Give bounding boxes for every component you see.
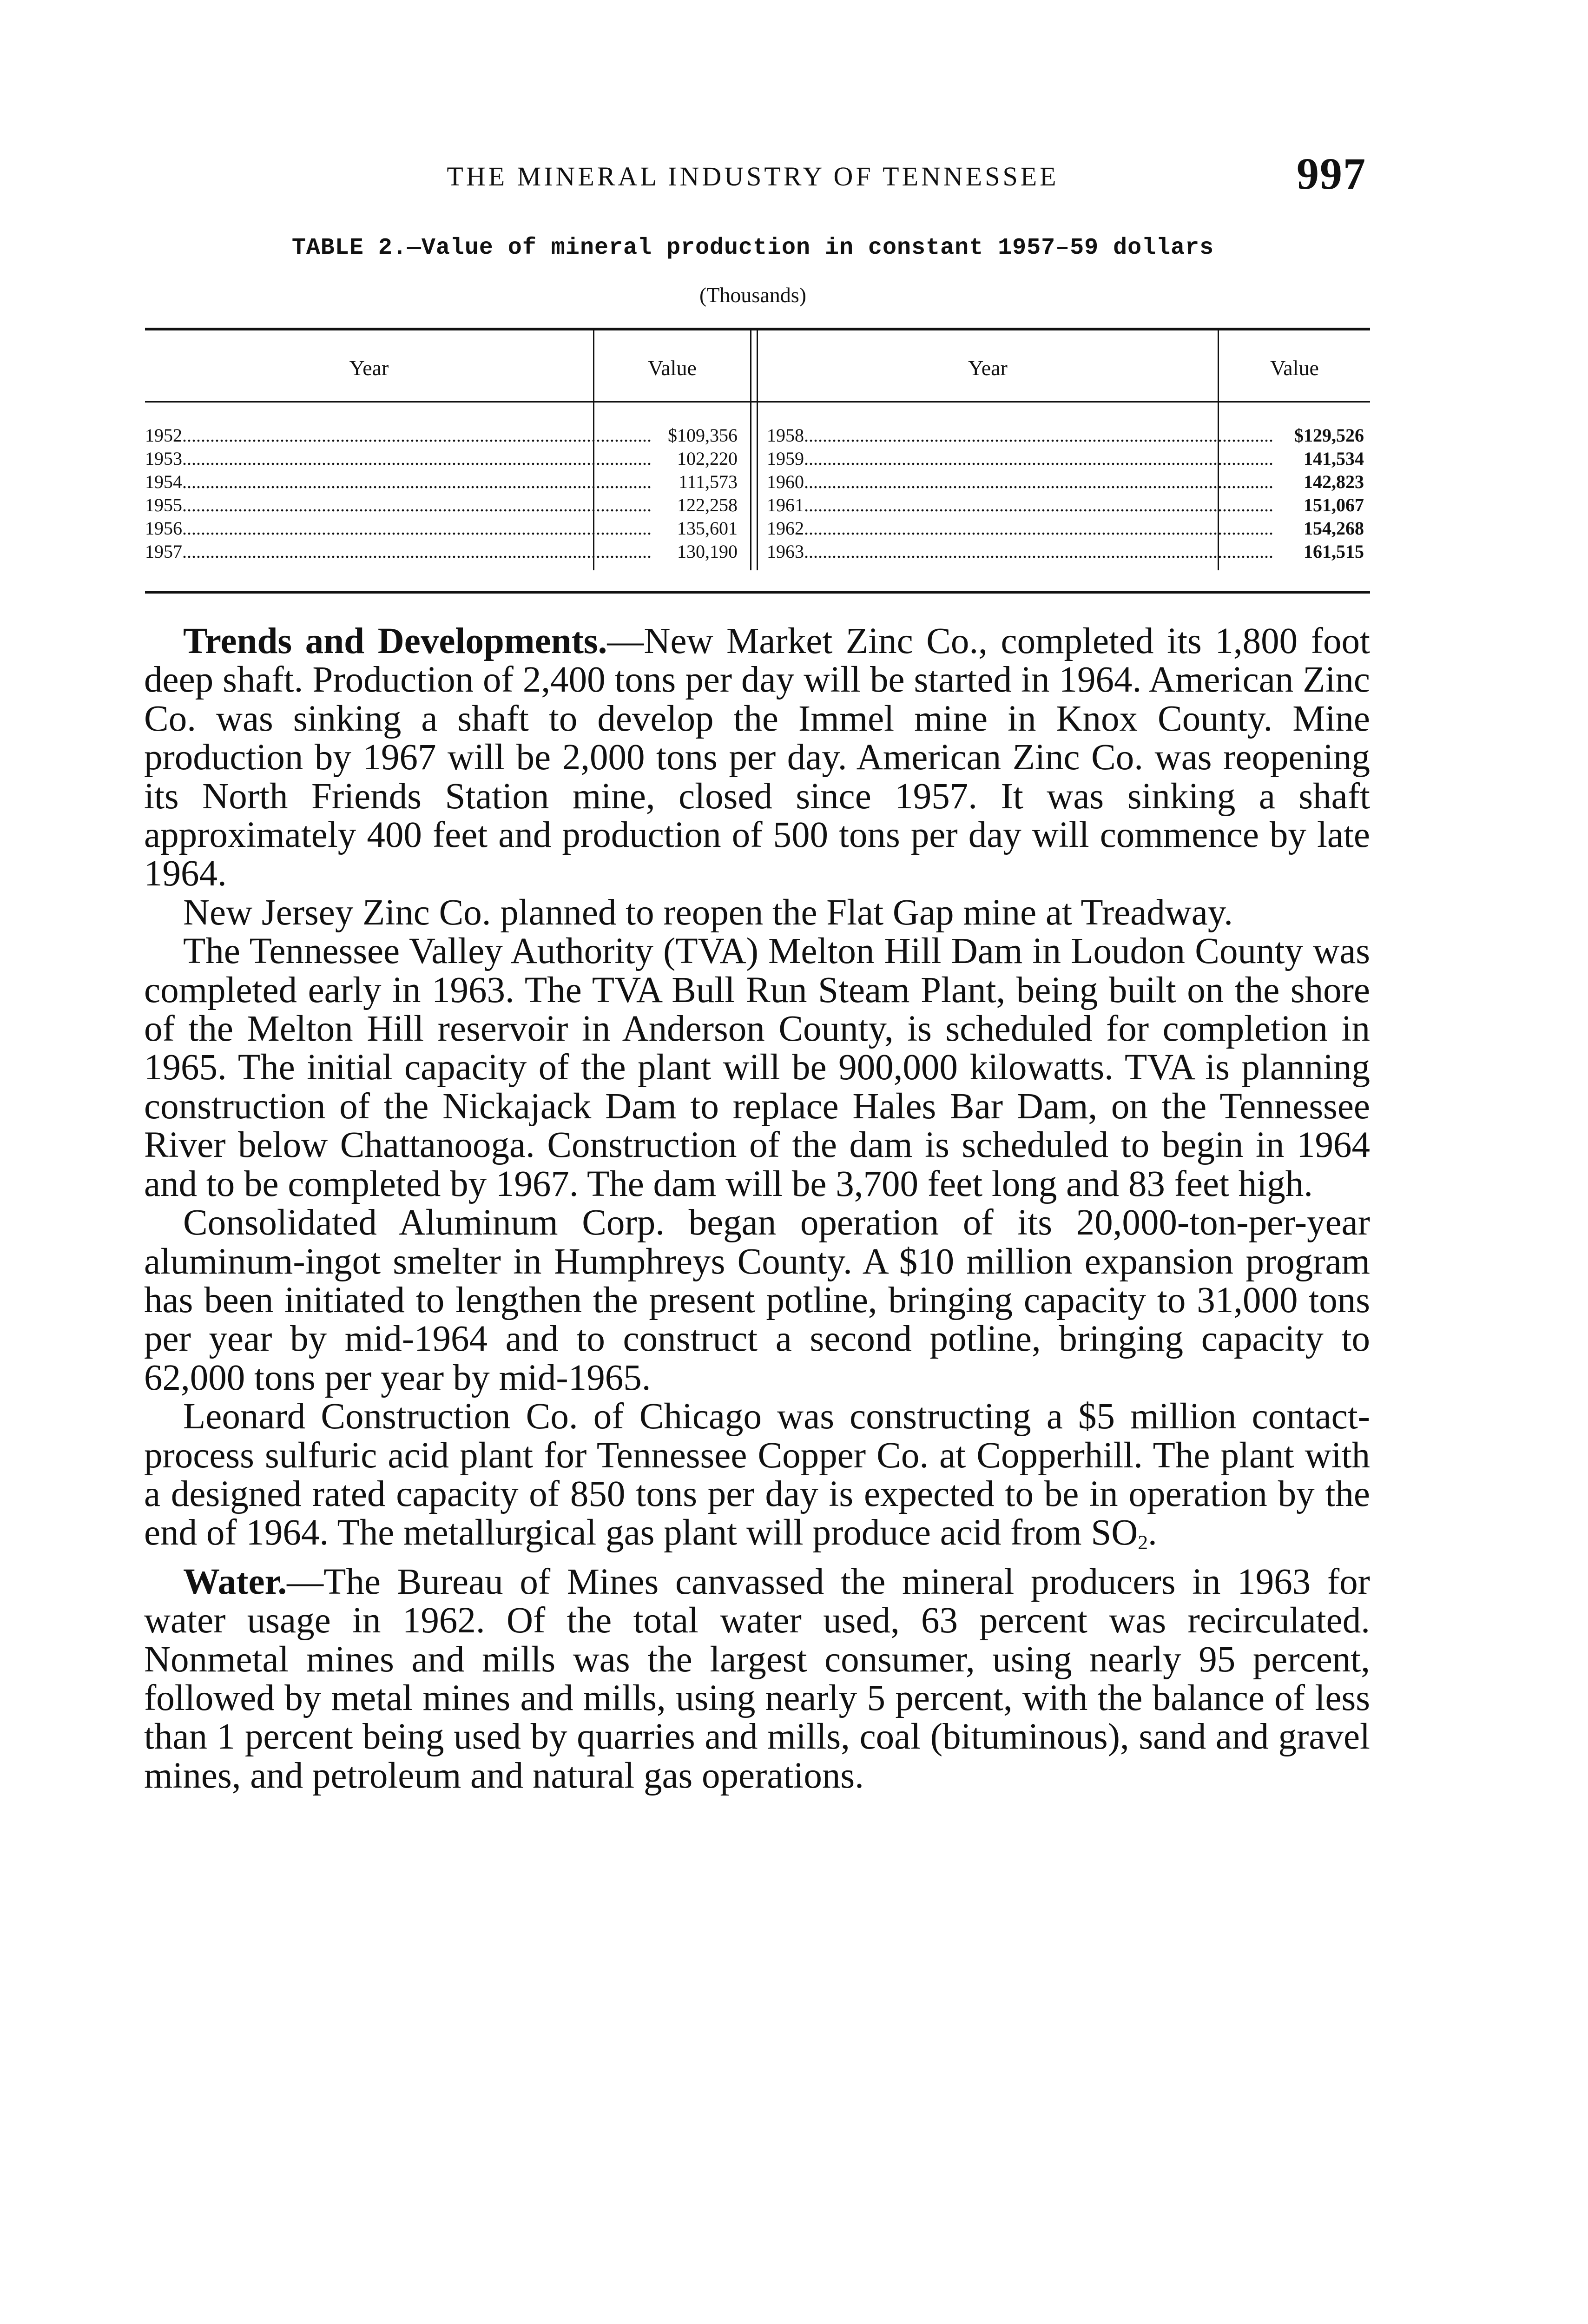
paragraph-leonard-construction: Leonard Construction Co. of Chicago was constructing a $5 million contact-process sulfuric acid plant for Tennessee Copper Co. at Copperhill. The plant with a designed rated capacity of 850 tons per day is expected to be in operation by the end of 1964. The metallurgical gas plant will produce acid from $SO_2$.	[144, 1396, 1370, 1554]
year-cell: 1963.....................................................................................................	[767, 541, 1273, 562]
column-header-value-left: Value	[648, 356, 697, 380]
running-title: THE MINERAL INDUSTRY OF TENNESSEE	[447, 161, 1059, 191]
column-header-year-right: Year	[968, 356, 1008, 380]
year-cell: 1956.....................................................................................................	[145, 518, 652, 539]
year-cell: 1961.....................................................................................................	[767, 495, 1273, 515]
column-header-value-right: Value	[1270, 356, 1319, 380]
column-header-year-left: Year	[349, 356, 389, 380]
value-table	[145, 328, 1370, 595]
value-cell: 151,067	[1304, 495, 1364, 515]
value-cell: 102,220	[677, 448, 738, 469]
paragraph-new-jersey-zinc: New Jersey Zinc Co. planned to reopen the Flat Gap mine at Treadway.	[183, 892, 1233, 933]
year-cell: 1958.....................................................................................................	[767, 425, 1273, 446]
value-cell: $129,526	[1294, 425, 1364, 446]
table-body	[145, 424, 1370, 563]
table-row	[145, 494, 1370, 517]
paragraph-tva: The Tennessee Valley Authority (TVA) Melton Hill Dam in Loudon County was completed early in 1963. The TVA Bull Run Steam Plant, being built on the shore of the Melton Hill reservoir in Anderson County, is scheduled for completion in 1965. The initial capacity of the plant will be 900,000 kilowatts. TVA is planning construction of the Nickajack Dam to replace Hales Bar Dam, on the Tennessee River below Chattanooga. Construction of the dam is scheduled to begin in 1964 and to be completed by 1967. The dam will be 3,700 feet long and 83 feet high.	[144, 931, 1370, 1204]
value-cell: 122,258	[677, 495, 738, 515]
year-cell: 1959.....................................................................................................	[767, 448, 1273, 469]
table-caption: TABLE 2.—Value of mineral production in constant 1957–59 dollars	[291, 235, 1214, 261]
value-cell: 142,823	[1304, 471, 1364, 492]
table-row	[145, 540, 1370, 563]
table-units: (Thousands)	[699, 283, 806, 307]
year-cell: 1960.....................................................................................................	[767, 471, 1273, 492]
table-bottom-rule	[145, 591, 1370, 594]
value-cell: 161,515	[1304, 541, 1364, 562]
paragraph-water: Water.—The Bureau of Mines canvassed the mineral producers in 1963 for water usage in 1962. Of the total water used, 63 percent was recirculated. Nonmetal mines and mills was the largest consumer, using nearly 95 percent, followed by metal mines and mills, using nearly 5 percent, with the balance of less than 1 percent being used by quarries and mills, coal (bituminous), sand and gravel mines, and petroleum and natural gas operations.	[144, 1561, 1370, 1796]
value-cell: 130,190	[677, 541, 738, 562]
year-cell: 1954.....................................................................................................	[145, 471, 652, 492]
table-row	[145, 470, 1370, 494]
page-header	[139, 148, 1366, 218]
table-row	[145, 517, 1370, 540]
year-cell: 1952.....................................................................................................	[145, 425, 652, 446]
value-cell: 111,573	[678, 471, 738, 492]
paragraph-trends: Trends and Developments.—New Market Zinc Co., completed its 1,800 foot deep shaft. Production of 2,400 tons per day will be started in 1964. American Zinc Co. was sinking a shaft to develop the Immel mine in Knox County. Mine production by 1967 will be 2,000 tons per day. American Zinc Co. was reopening its North Friends Station mine, closed since 1957. It was sinking a shaft approximately 400 feet and production of 500 tons per day will commence by late 1964.	[144, 621, 1370, 894]
page-number: 997	[1297, 149, 1366, 198]
value-cell: 135,601	[677, 518, 738, 539]
year-cell: 1953.....................................................................................................	[145, 448, 652, 469]
value-cell: 141,534	[1304, 448, 1364, 469]
table-row	[145, 424, 1370, 447]
table-row	[145, 447, 1370, 470]
year-cell: 1955.....................................................................................................	[145, 495, 652, 515]
year-cell: 1957.....................................................................................................	[145, 541, 652, 562]
value-cell: 154,268	[1304, 518, 1364, 539]
body-text	[144, 622, 1370, 1795]
section-heading-trends: Trends and Developments.	[183, 621, 607, 661]
paragraph-consolidated-aluminum: Consolidated Aluminum Corp. began operation of its 20,000-ton-per-year aluminum-ingot smelter in Humphreys County. A $10 million expansion program has been initiated to lengthen the present potline, bringing capacity to 31,000 tons per year by mid-1964 and to construct a second potline, bringing capacity to 62,000 tons per year by mid-1965.	[144, 1202, 1370, 1398]
value-cell: $109,356	[668, 425, 738, 446]
year-cell: 1962.....................................................................................................	[767, 518, 1273, 539]
section-heading-water: Water.	[183, 1561, 287, 1602]
